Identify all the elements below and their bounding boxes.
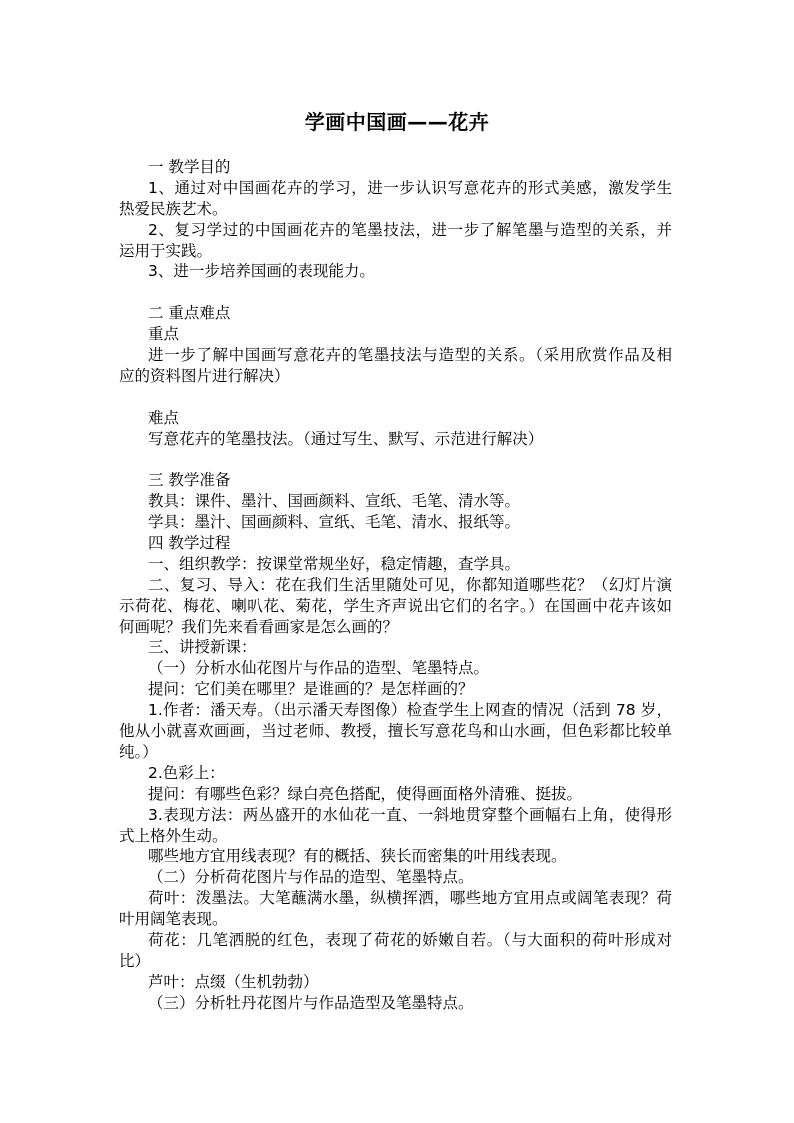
paragraph-line: 3、进一步培养国画的表现能力。 xyxy=(148,262,375,281)
paragraph xyxy=(119,408,672,429)
paragraph-line: 提问：有哪些色彩？绿白亮色搭配，使得画面格外清雅、挺拔。 xyxy=(148,784,583,803)
paragraph-line: 三、讲授新课： xyxy=(148,638,257,657)
blank-line xyxy=(119,282,672,303)
paragraph xyxy=(119,763,672,784)
paragraph-line: 进一步了解中国画写意花卉的笔墨技法与造型的关系。（采用欣赏作品及相 xyxy=(148,346,672,365)
paragraph xyxy=(119,805,672,847)
paragraph-line: 叶用阔笔表现。 xyxy=(119,910,228,929)
paragraph-line: 他从小就喜欢画画，当过老师、教授，擅长写意花鸟和山水画，但色彩都比较单 xyxy=(119,722,672,741)
document-title: 学画中国画——花卉 xyxy=(304,110,490,134)
paragraph-line: 荷叶：泼墨法。大笔蘸满水墨，纵横挥洒，哪些地方宜用点或阔笔表现？荷 xyxy=(148,889,672,908)
paragraph xyxy=(119,157,672,178)
paragraph-line: 2.色彩上： xyxy=(148,763,225,782)
paragraph xyxy=(119,178,672,220)
paragraph-line: 一 教学目的 xyxy=(148,158,231,176)
paragraph xyxy=(119,658,672,679)
paragraph xyxy=(119,491,672,512)
paragraph-line: 1.作者：潘天寿。（出示潘天寿图像）检查学生上网查的情况（活到 78 岁， xyxy=(148,701,672,720)
paragraph-line: 写意花卉的笔墨技法。（通过写生、默写、示范进行解决） xyxy=(148,429,544,448)
paragraph-line: 荷花：几笔洒脱的红色，表现了荷花的娇嫩自若。（与大面积的荷叶形成对 xyxy=(148,930,672,949)
paragraph xyxy=(119,261,672,282)
paragraph-line: （一）分析水仙花图片与作品的造型、笔墨特点。 xyxy=(148,659,490,678)
paragraph xyxy=(119,993,672,1014)
paragraph-line: 3.表现方法：两丛盛开的水仙花一直、一斜地贯穿整个画幅右上角，使得形 xyxy=(148,805,672,824)
paragraph xyxy=(119,888,672,930)
paragraph xyxy=(119,429,672,450)
paragraph-line: （三）分析牡丹花图片与作品造型及笔墨特点。 xyxy=(148,993,474,1012)
paragraph xyxy=(119,512,672,533)
paragraph-line: 何画呢？我们先来看看画家是怎么画的？ xyxy=(119,617,399,636)
paragraph-line: 四 教学过程 xyxy=(148,534,231,553)
paragraph xyxy=(119,324,672,345)
blank-line xyxy=(119,449,672,470)
document-body xyxy=(119,157,672,1014)
paragraph-line: 学具：墨汁、国画颜料、宣纸、毛笔、清水、报纸等。 xyxy=(148,513,521,532)
paragraph xyxy=(119,784,672,805)
paragraph xyxy=(119,533,672,554)
paragraph-line: 重点 xyxy=(148,325,180,344)
paragraph-line: 教具：课件、墨汁、国画颜料、宣纸、毛笔、清水等。 xyxy=(148,492,521,511)
blank-line xyxy=(119,387,672,408)
paragraph xyxy=(119,220,672,262)
paragraph-line: 纯。） xyxy=(119,742,158,761)
paragraph-line: 二、复习、导入：花在我们生活里随处可见，你都知道哪些花？（幻灯片演 xyxy=(148,575,672,594)
paragraph xyxy=(119,554,672,575)
paragraph-line: （二）分析荷花图片与作品的造型、笔墨特点。 xyxy=(148,868,474,887)
paragraph-line: 三 教学准备 xyxy=(148,471,231,490)
paragraph-line: 式上格外生动。 xyxy=(119,826,228,845)
paragraph-line: 1、通过对中国画花卉的学习，进一步认识写意花卉的形式美感，激发学生 xyxy=(148,178,672,197)
paragraph xyxy=(119,930,672,972)
paragraph xyxy=(119,575,672,638)
paragraph-line: 提问：它们美在哪里？是谁画的？是怎样画的？ xyxy=(148,680,474,699)
paragraph-line: 二 重点难点 xyxy=(148,304,231,323)
paragraph xyxy=(119,972,672,993)
paragraph xyxy=(119,303,672,324)
paragraph-line: 比） xyxy=(119,951,151,970)
paragraph-line: 运用于实践。 xyxy=(119,241,213,260)
paragraph-line: 应的资料图片进行解决） xyxy=(119,366,290,385)
paragraph-line: 示荷花、梅花、喇叭花、菊花，学生齐声说出它们的名字。）在国画中花卉该如 xyxy=(119,596,672,615)
paragraph-line: 2、复习学过的中国画花卉的笔墨技法，进一步了解笔墨与造型的关系，并 xyxy=(148,220,672,239)
paragraph xyxy=(119,700,672,763)
paragraph-line: 热爱民族艺术。 xyxy=(119,199,228,218)
paragraph xyxy=(119,345,672,387)
paragraph xyxy=(119,867,672,888)
paragraph xyxy=(119,679,672,700)
paragraph-line: 哪些地方宜用线表现？有的概括、狭长而密集的叶用线表现。 xyxy=(148,847,567,866)
paragraph xyxy=(119,846,672,867)
paragraph xyxy=(119,637,672,658)
paragraph xyxy=(119,470,672,491)
paragraph-line: 一、组织教学：按课堂常规坐好，稳定情趣，查学具。 xyxy=(148,554,521,573)
paragraph-line: 难点 xyxy=(148,408,180,427)
paragraph-line: 芦叶：点缀（生机勃勃） xyxy=(148,972,319,991)
